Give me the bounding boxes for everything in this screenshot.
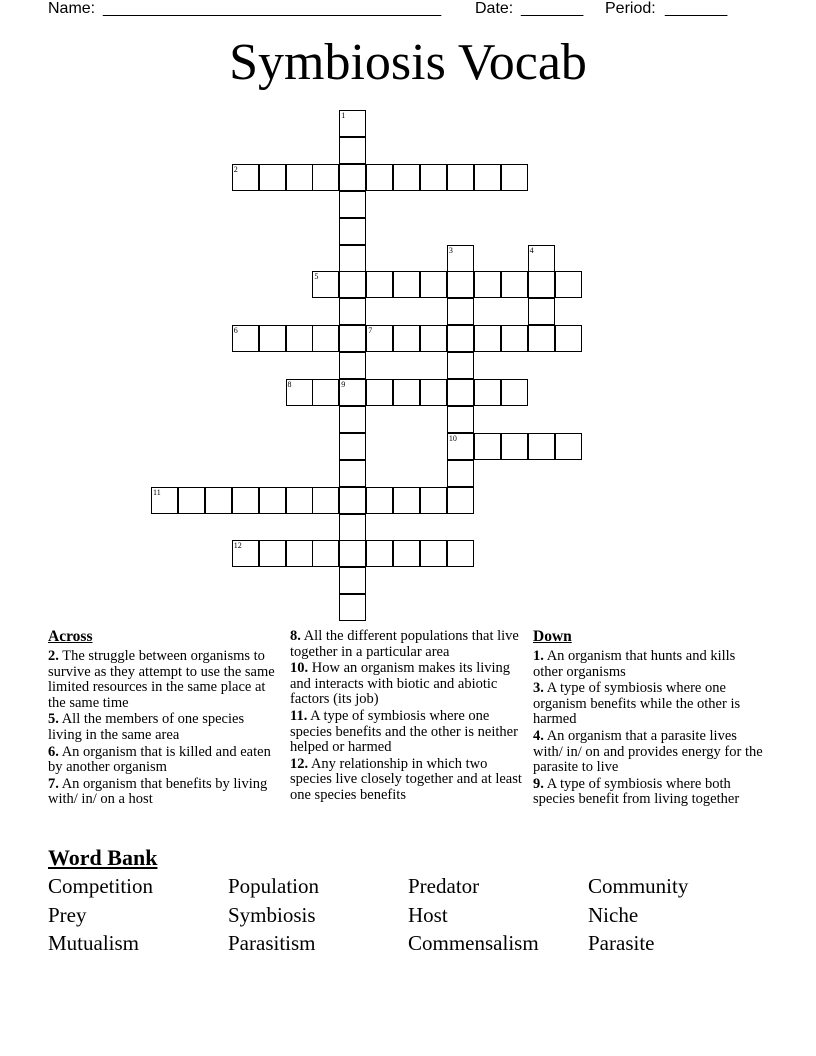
- crossword-cell[interactable]: [339, 487, 366, 514]
- clue-item-number: 10.: [290, 660, 309, 677]
- clue-item: [290, 661, 522, 708]
- crossword-cell[interactable]: [339, 245, 366, 272]
- crossword-cell[interactable]: [366, 540, 393, 567]
- crossword-cell[interactable]: [339, 137, 366, 164]
- crossword-cell[interactable]: [312, 271, 339, 298]
- crossword-cell[interactable]: [151, 487, 178, 514]
- crossword-cell[interactable]: [474, 325, 501, 352]
- crossword-cell[interactable]: [447, 433, 474, 460]
- clue-number: 12: [233, 541, 242, 551]
- clue-item-text: An organism that hunts and kills other organisms: [533, 648, 736, 680]
- crossword-cell[interactable]: [447, 379, 474, 406]
- clue-item-number: 8.: [290, 628, 301, 644]
- date-label: Date:: [475, 0, 514, 17]
- crossword-cell[interactable]: [286, 540, 313, 567]
- word-bank-item: Symbiosis: [228, 902, 316, 927]
- clue-item-number: 12.: [290, 755, 309, 772]
- crossword-cell[interactable]: [447, 352, 474, 379]
- clue-item-number: 7.: [48, 775, 59, 792]
- crossword-cell[interactable]: [339, 379, 366, 406]
- clue-number: 8: [287, 380, 292, 389]
- clue-item-number: 1.: [533, 648, 544, 664]
- crossword-cell[interactable]: [339, 433, 366, 460]
- crossword-cell[interactable]: [339, 406, 366, 433]
- crossword-cell[interactable]: [205, 487, 232, 514]
- clue-item: [533, 649, 765, 680]
- clue-item: [48, 777, 280, 808]
- down-heading: Down: [533, 628, 572, 645]
- crossword-cell[interactable]: [339, 567, 366, 594]
- crossword-cell[interactable]: [528, 325, 555, 352]
- clue-item-number: 6.: [48, 743, 59, 760]
- down-clue-list: [533, 649, 765, 808]
- clue-item-text: An organism that a parasite lives with/ in/ on and provides energy for the parasite to live: [533, 727, 763, 776]
- crossword-cell[interactable]: [259, 325, 286, 352]
- crossword-cell[interactable]: [366, 325, 393, 352]
- crossword-cell[interactable]: [339, 110, 366, 137]
- crossword-cell[interactable]: [447, 406, 474, 433]
- crossword-cell[interactable]: [501, 433, 528, 460]
- clue-number: 2: [233, 164, 238, 174]
- clue-item-number: 4.: [533, 727, 544, 744]
- word-bank-item: Competition: [48, 874, 153, 898]
- crossword-cell[interactable]: [339, 540, 366, 567]
- word-bank-item: Community: [588, 874, 689, 898]
- crossword-cell[interactable]: [420, 487, 447, 514]
- crossword-cell[interactable]: [366, 379, 393, 406]
- crossword-cell[interactable]: [393, 325, 420, 352]
- crossword-cell[interactable]: [339, 298, 366, 325]
- crossword-cell[interactable]: [259, 487, 286, 514]
- crossword-cell[interactable]: [528, 245, 555, 272]
- clue-item: [533, 777, 765, 808]
- crossword-cell[interactable]: [501, 379, 528, 406]
- crossword-cell[interactable]: [447, 487, 474, 514]
- clues-column-across-cont: [290, 629, 522, 805]
- crossword-cell[interactable]: [501, 271, 528, 298]
- crossword-cell[interactable]: [366, 164, 393, 191]
- word-bank-item: Prey: [48, 902, 87, 927]
- clue-number: 10: [448, 433, 457, 443]
- word-bank-item: Niche: [588, 902, 639, 927]
- period-label: Period:: [605, 0, 656, 17]
- crossword-cell[interactable]: [474, 271, 501, 298]
- period-blank[interactable]: _______: [665, 0, 728, 17]
- clue-item-text: A type of symbiosis where one species benefits and the other is neither helped or harmed: [290, 707, 518, 756]
- crossword-cell[interactable]: [555, 325, 582, 352]
- word-bank-item: Parasitism: [228, 931, 316, 955]
- clue-item-text: Any relationship in which two species live closely together and at least one species benefits: [290, 755, 522, 803]
- worksheet-title: Symbiosis Vocab: [229, 34, 587, 91]
- clue-item-text: All the members of one species living in the same area: [48, 711, 245, 743]
- crossword-cell[interactable]: [312, 325, 339, 352]
- crossword-cell[interactable]: [474, 164, 501, 191]
- clue-number: 9: [341, 380, 346, 389]
- crossword-cell[interactable]: [286, 379, 313, 406]
- crossword-cell[interactable]: [286, 487, 313, 514]
- clue-number: 5: [314, 272, 319, 282]
- crossword-cell[interactable]: [528, 271, 555, 298]
- clue-item-number: 5.: [48, 711, 59, 728]
- clue-number: 4: [529, 245, 534, 255]
- clue-item-text: All the different populations that live together in a particular area: [290, 628, 519, 660]
- word-bank-item: Commensalism: [408, 931, 539, 955]
- crossword-cell[interactable]: [447, 540, 474, 567]
- clue-item: [48, 649, 280, 711]
- clue-item: [290, 629, 522, 660]
- clue-number: 11: [153, 487, 161, 497]
- crossword-cell[interactable]: [528, 298, 555, 325]
- word-bank-item: Mutualism: [48, 931, 140, 955]
- clue-item: [48, 712, 280, 743]
- crossword-cell[interactable]: [339, 352, 366, 379]
- name-label: Name:: [48, 0, 96, 17]
- word-bank-title: Word Bank: [48, 845, 158, 870]
- clue-item-text: How an organism makes its living and interacts with biotic and abiotic factors (its job): [290, 660, 511, 708]
- crossword-cell[interactable]: [393, 164, 420, 191]
- crossword-cell[interactable]: [259, 540, 286, 567]
- crossword-cell[interactable]: [447, 325, 474, 352]
- crossword-cell[interactable]: [259, 164, 286, 191]
- clue-item: [533, 729, 765, 776]
- clue-number: 6: [233, 326, 238, 336]
- crossword-cell[interactable]: [286, 164, 313, 191]
- crossword-cell[interactable]: [555, 433, 582, 460]
- clue-item-text: A type of symbiosis where both species benefit from living together: [533, 775, 740, 808]
- crossword-cell[interactable]: [420, 325, 447, 352]
- across-heading: Across: [48, 628, 93, 645]
- clue-item-number: 11.: [290, 707, 308, 724]
- word-bank-item: Predator: [408, 874, 480, 898]
- name-blank[interactable]: ______________________________________: [103, 0, 442, 17]
- crossword-cell[interactable]: [420, 379, 447, 406]
- crossword-cell[interactable]: [474, 379, 501, 406]
- crossword-cell[interactable]: [339, 271, 366, 298]
- clues-column-across: [48, 629, 280, 809]
- clue-item-text: An organism that is killed and eaten by another organism: [48, 743, 271, 776]
- crossword-cell[interactable]: [339, 594, 366, 621]
- crossword-cell[interactable]: [232, 164, 259, 191]
- crossword-cell[interactable]: [232, 325, 259, 352]
- crossword-cell[interactable]: [339, 460, 366, 487]
- clue-item-number: 3.: [533, 680, 544, 697]
- crossword-cell[interactable]: [339, 164, 366, 191]
- crossword-cell[interactable]: [312, 379, 339, 406]
- crossword-cell[interactable]: [447, 164, 474, 191]
- clue-item: [290, 709, 522, 756]
- crossword-cell[interactable]: [447, 298, 474, 325]
- crossword-cell[interactable]: [420, 164, 447, 191]
- crossword-cell[interactable]: [393, 271, 420, 298]
- clue-item-text: The struggle between organisms to survive as they attempt to use the same limited resources in the same place at the same time: [48, 648, 275, 711]
- clue-number: 7: [368, 326, 373, 336]
- crossword-cell[interactable]: [339, 191, 366, 218]
- crossword-cell[interactable]: [232, 487, 259, 514]
- clue-item: [48, 745, 280, 776]
- clue-item-number: 9.: [533, 775, 544, 792]
- crossword-cell[interactable]: [393, 379, 420, 406]
- crossword-cell[interactable]: [312, 540, 339, 567]
- clue-item-text: A type of symbiosis where one organism benefits while the other is harmed: [533, 680, 741, 728]
- crossword-cell[interactable]: [501, 325, 528, 352]
- word-bank-item: Population: [228, 874, 320, 898]
- clue-item-number: 2.: [48, 648, 59, 664]
- clue-item-text: An organism that benefits by living with/ in/ on a host: [48, 775, 268, 808]
- crossword-cell[interactable]: [393, 540, 420, 567]
- word-bank-item: Parasite: [588, 931, 655, 955]
- crossword-cell[interactable]: [339, 325, 366, 352]
- crossword-cell[interactable]: [339, 218, 366, 245]
- crossword-cell[interactable]: [286, 325, 313, 352]
- crossword-cell[interactable]: [420, 271, 447, 298]
- across-clue-list-continued: [290, 629, 522, 804]
- crossword-cell[interactable]: [339, 514, 366, 541]
- crossword-cell[interactable]: [420, 540, 447, 567]
- date-blank[interactable]: _______: [521, 0, 584, 17]
- clue-item: [290, 757, 522, 804]
- crossword-cell[interactable]: [178, 487, 205, 514]
- clue-item: [533, 681, 765, 728]
- crossword-cell[interactable]: [555, 271, 582, 298]
- crossword-cell[interactable]: [312, 487, 339, 514]
- crossword-cell[interactable]: [366, 487, 393, 514]
- crossword-cell[interactable]: [447, 245, 474, 272]
- crossword-cell[interactable]: [312, 164, 339, 191]
- clue-number: 3: [448, 245, 453, 255]
- crossword-cell[interactable]: [447, 460, 474, 487]
- across-clue-list: [48, 649, 280, 808]
- crossword-cell[interactable]: [528, 433, 555, 460]
- word-bank: [48, 872, 768, 958]
- clue-number: 1: [341, 111, 346, 120]
- crossword-cell[interactable]: [366, 271, 393, 298]
- word-bank-item: Host: [408, 902, 448, 927]
- crossword-cell[interactable]: [393, 487, 420, 514]
- crossword-cell[interactable]: [501, 164, 528, 191]
- crossword-cell[interactable]: [232, 540, 259, 567]
- crossword-cell[interactable]: [474, 433, 501, 460]
- crossword-cell[interactable]: [447, 271, 474, 298]
- clues-column-down: [533, 629, 765, 809]
